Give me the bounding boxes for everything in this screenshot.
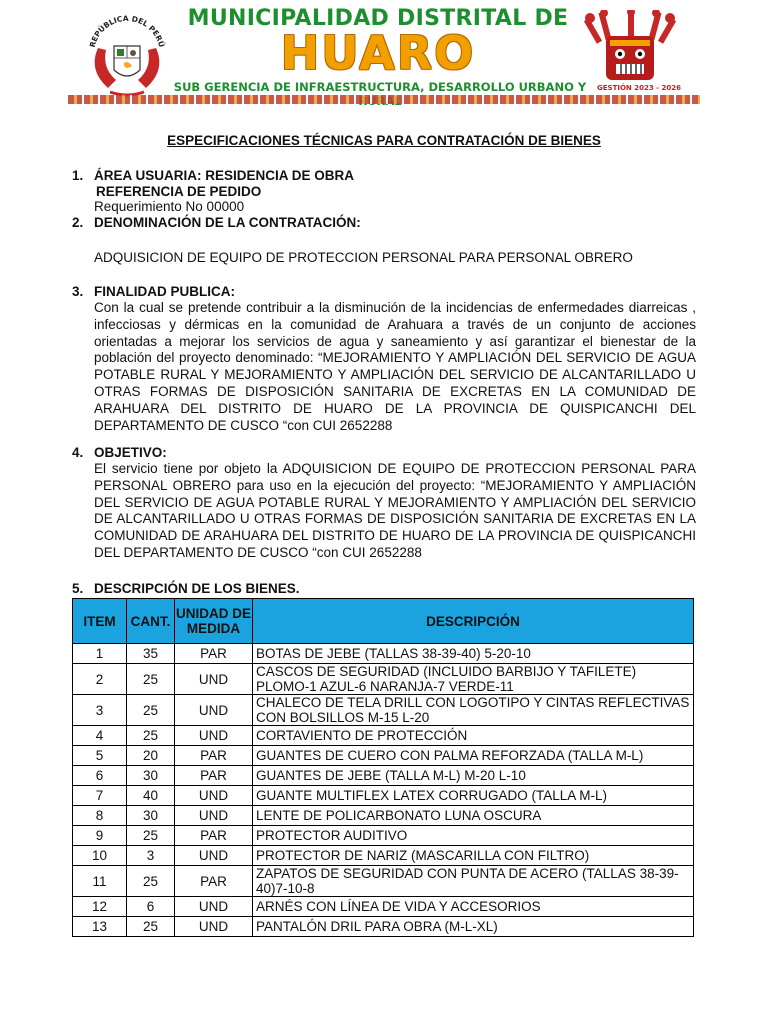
cell-item: 4 xyxy=(73,726,127,746)
cell-unidad: UND xyxy=(175,917,253,937)
table-row xyxy=(73,917,694,937)
cell-descripcion: GUANTES DE CUERO CON PALMA REFORZADA (TALLA M-L) xyxy=(253,746,694,766)
denominacion-text: ADQUISICION DE EQUIPO DE PROTECCION PERSONAL PARA PERSONAL OBRERO xyxy=(94,250,633,265)
cell-item: 1 xyxy=(73,644,127,664)
section-heading: OBJETIVO: xyxy=(94,445,167,460)
section-4-heading xyxy=(72,445,167,462)
cell-cant: 25 xyxy=(127,664,175,695)
cell-descripcion: CORTAVIENTO DE PROTECCIÓN xyxy=(253,726,694,746)
table-row xyxy=(73,695,694,726)
cell-item: 6 xyxy=(73,766,127,786)
cell-unidad: PAR xyxy=(175,766,253,786)
cell-descripcion: BOTAS DE JEBE (TALLAS 38-39-40) 5-20-10 xyxy=(253,644,694,664)
table-row xyxy=(73,786,694,806)
cell-unidad: UND xyxy=(175,695,253,726)
section-number: 5. xyxy=(72,581,84,596)
cell-item: 8 xyxy=(73,806,127,826)
cell-cant: 25 xyxy=(127,866,175,897)
cell-descripcion: LENTE DE POLICARBONATO LUNA OSCURA xyxy=(253,806,694,826)
cell-descripcion: PROTECTOR AUDITIVO xyxy=(253,826,694,846)
items-table-body xyxy=(73,644,694,937)
letterhead xyxy=(0,0,768,112)
section-2-heading xyxy=(72,215,361,232)
cell-item: 13 xyxy=(73,917,127,937)
section-number: 1. xyxy=(72,168,84,183)
table-row xyxy=(73,746,694,766)
cell-item: 5 xyxy=(73,746,127,766)
cell-descripcion: ZAPATOS DE SEGURIDAD CON PUNTA DE ACERO (TALLAS 38-39-40)7-10-8 xyxy=(253,866,694,897)
cell-descripcion: ARNÉS CON LÍNEA DE VIDA Y ACCESORIOS xyxy=(253,897,694,917)
table-row xyxy=(73,644,694,664)
section-number: 3. xyxy=(72,284,84,299)
table-row xyxy=(73,846,694,866)
table-row xyxy=(73,664,694,695)
cell-unidad: UND xyxy=(175,897,253,917)
header-unidad: UNIDAD DE MEDIDA xyxy=(175,599,253,644)
section-5-heading xyxy=(72,581,300,598)
cell-descripcion: CASCOS DE SEGURIDAD (INCLUIDO BARBIJO Y TAFILETE) PLOMO-1 AZUL-6 NARANJA-7 VERDE-11 xyxy=(253,664,694,695)
cell-unidad: UND xyxy=(175,726,253,746)
items-table xyxy=(72,598,694,937)
table-row xyxy=(73,726,694,746)
section-heading: ÁREA USUARIA: RESIDENCIA DE OBRA xyxy=(94,168,355,183)
cell-unidad: PAR xyxy=(175,746,253,766)
section-number: 2. xyxy=(72,215,84,230)
table-row xyxy=(73,897,694,917)
cell-cant: 25 xyxy=(127,726,175,746)
cell-cant: 30 xyxy=(127,766,175,786)
requerimiento-number: Requerimiento No 00000 xyxy=(94,199,245,214)
cell-cant: 25 xyxy=(127,826,175,846)
section-1-heading xyxy=(72,168,354,185)
header-cant: CANT. xyxy=(127,599,175,644)
cell-item: 7 xyxy=(73,786,127,806)
document-title: ESPECIFICACIONES TÉCNICAS PARA CONTRATACIÓN DE BIENES xyxy=(167,133,601,148)
cell-unidad: PAR xyxy=(175,866,253,897)
cell-item: 3 xyxy=(73,695,127,726)
gestion-period: GESTIÓN 2023 - 2026 xyxy=(597,84,681,92)
cell-unidad: UND xyxy=(175,664,253,695)
cell-cant: 35 xyxy=(127,644,175,664)
cell-unidad: PAR xyxy=(175,826,253,846)
cell-descripcion: CHALECO DE TELA DRILL CON LOGOTIPO Y CINTAS REFLECTIVAS CON BOLSILLOS M-15 L-20 xyxy=(253,695,694,726)
table-row xyxy=(73,866,694,897)
section-3-heading xyxy=(72,284,235,301)
header-descripcion: DESCRIPCIÓN xyxy=(253,599,694,644)
section-heading: FINALIDAD PUBLICA: xyxy=(94,284,235,299)
municipality-name: HUARO xyxy=(280,26,476,80)
svg-text:REPÚBLICA DEL PERÚ xyxy=(88,14,167,48)
cell-descripcion: PROTECTOR DE NARIZ (MASCARILLA CON FILTRO) xyxy=(253,846,694,866)
cell-unidad: UND xyxy=(175,786,253,806)
cell-cant: 30 xyxy=(127,806,175,826)
decorative-border xyxy=(68,95,700,104)
referencia-pedido-heading: REFERENCIA DE PEDIDO xyxy=(96,184,262,199)
cell-descripcion: PANTALÓN DRIL PARA OBRA (M-L-XL) xyxy=(253,917,694,937)
cell-item: 2 xyxy=(73,664,127,695)
table-row xyxy=(73,806,694,826)
sub-gerencia-title: SUB GERENCIA DE INFRAESTRUCTURA, DESARROLLO URBANO Y xyxy=(173,80,587,94)
section-heading: DENOMINACIÓN DE LA CONTRATACIÓN: xyxy=(94,215,361,230)
cell-item: 9 xyxy=(73,826,127,846)
cell-descripcion: GUANTE MULTIFLEX LATEX CORRUGADO (TALLA M-L) xyxy=(253,786,694,806)
cell-cant: 6 xyxy=(127,897,175,917)
table-row xyxy=(73,826,694,846)
cell-unidad: PAR xyxy=(175,644,253,664)
municipality-title: MUNICIPALIDAD DISTRITAL DE xyxy=(187,6,569,31)
cell-cant: 25 xyxy=(127,917,175,937)
cell-cant: 25 xyxy=(127,695,175,726)
section-heading: DESCRIPCIÓN DE LOS BIENES. xyxy=(94,581,300,596)
shield-text: REPÚBLICA DEL PERÚ xyxy=(87,13,167,49)
section-number: 4. xyxy=(72,445,84,460)
huaro-mascot-logo-icon xyxy=(584,10,676,88)
cell-cant: 40 xyxy=(127,786,175,806)
header-item: ITEM xyxy=(73,599,127,644)
table-row xyxy=(73,766,694,786)
finalidad-publica-text: Con la cual se pretende contribuir a la disminución de la incidencias de enfermedades diarreicas , infecciosas y dérmicas en la comunidad de Arahuara a través de un conjunto de acciones orientadas a mejorar los servicios de agua y saneamiento y así garantizar el bienestar de la población del proyecto denominado: “MEJORAMIENTO Y AMPLIACIÓN DEL SERVICIO DE AGUA POTABLE RURAL Y MEJORAMIENTO Y AMPLIACIÓN DEL SERVICIO DE ALCANTARILLADO U OTRAS FORMAS DE DISPOSICIÓN SANITARIA DE EXCRETAS EN LA COMUNIDAD DE ARAHUARA DEL DISTRITO DE HUARO DE LA PROVINCIA DE QUISPICANCHI DEL DEPARTAMENTO DE CUSCO “con CUI 2652288 xyxy=(94,300,696,433)
cell-item: 12 xyxy=(73,897,127,917)
peru-coat-of-arms-icon xyxy=(86,8,168,100)
cell-unidad: UND xyxy=(175,806,253,826)
cell-item: 10 xyxy=(73,846,127,866)
cell-cant: 3 xyxy=(127,846,175,866)
cell-unidad: UND xyxy=(175,846,253,866)
cell-item: 11 xyxy=(73,866,127,897)
cell-descripcion: GUANTES DE JEBE (TALLA M-L) M-20 L-10 xyxy=(253,766,694,786)
cell-cant: 20 xyxy=(127,746,175,766)
objetivo-text: El servicio tiene por objeto la ADQUISICION DE EQUIPO DE PROTECCION PERSONAL PARA PERSONAL OBRERO para uso en la ejecución del proyecto: “MEJORAMIENTO Y AMPLIACIÓN DEL SERVICIO DE AGUA POTABLE RURAL Y MEJORAMIENTO Y AMPLIACIÓN DEL SERVICIO DE ALCANTARILLADO U OTRAS FORMAS DE DISPOSICIÓN SANITARIA DE EXCRETAS EN LA COMUNIDAD DE ARAHUARA DEL DISTRITO DE HUARO DE LA PROVINCIA DE QUISPICANCHI DEL DEPARTAMENTO DE CUSCO “con CUI 2652288 xyxy=(94,461,696,560)
